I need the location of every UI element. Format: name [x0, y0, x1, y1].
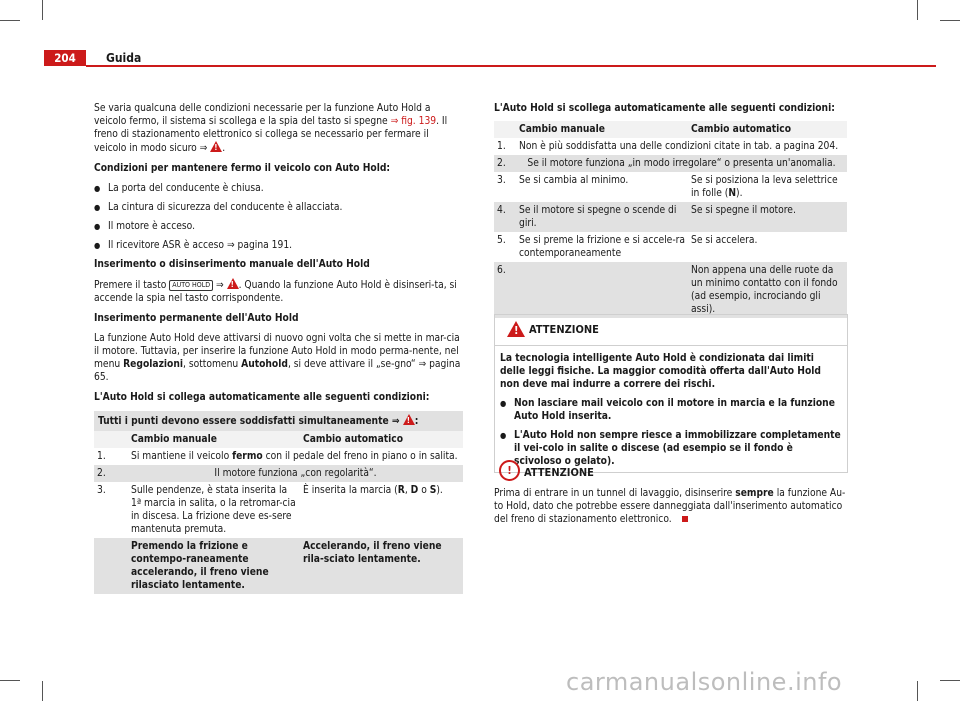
- figure-link[interactable]: ⇒ fig. 139: [390, 116, 437, 127]
- caution-title: ATTENZIONE: [524, 466, 594, 479]
- crop-mark: [42, 681, 43, 701]
- conditions-heading: Condizioni per mantenere fermo il veicolo con Auto Hold:: [94, 163, 391, 174]
- permanent-heading: Inserimento permanente dell'Auto Hold: [94, 313, 299, 324]
- table-row: 5. Se si preme la frizione e si accele-ra contemporaneamente Se si accelera.: [497, 235, 758, 259]
- condition-item: ● Il ricevitore ASR è acceso ⇒ pagina 191.: [94, 239, 463, 252]
- warning-icon: [210, 141, 222, 152]
- warning-icon: [227, 278, 239, 289]
- warning-item: ● Non lasciare mail veicolo con il motore in marcia e la funzione Auto Hold inserita.: [500, 397, 842, 423]
- manual-heading: Inserimento o disinserimento manuale dell'Auto Hold: [94, 259, 370, 270]
- table-row: 3. Se si cambia al minimo. Se si posiziona la leva selettrice in folle (N).: [497, 175, 838, 199]
- table-row: 2. Il motore funziona „con regolarità“.: [94, 465, 463, 482]
- warning-box: [494, 314, 848, 473]
- col-manual: Cambio manuale: [128, 431, 300, 448]
- left-column: [94, 102, 463, 594]
- header-rule: [86, 65, 936, 67]
- crop-mark: [940, 680, 960, 681]
- warning-item: ● L'Auto Hold non sempre riesce a immobilizzare completamente il vei-colo in salite o discese (ad esempio se il fondo è scivoloso o gelato).: [500, 429, 842, 468]
- crop-mark: [940, 20, 960, 21]
- condition-item: ● La porta del conducente è chiusa.: [94, 182, 463, 195]
- manual-paragraph: Premere il tasto AUTO HOLD ⇒ !. Quando la funzione Auto Hold è disinseri-ta, si accende la spia nel tasto corrispondente.: [94, 278, 463, 305]
- table-header-row: [94, 431, 463, 448]
- table-row: 1. Si mantiene il veicolo fermo con il pedale del freno in piano o in salita.: [97, 451, 458, 462]
- table-caption: Tutti i punti devono essere soddisfatti simultaneamente ⇒ !:: [94, 411, 463, 431]
- crop-mark: [917, 0, 918, 20]
- table-row: 3. Sulle pendenze, è stata inserita la 1ª marcia in salita, o la retromar-cia in discesa. La frizione deve es-sere mantenuta premuta. È inserita la marcia (R, D o S).: [97, 485, 443, 535]
- caution-icon: !: [499, 460, 520, 481]
- warning-title: ATTENZIONE: [529, 323, 599, 336]
- warning-icon: [507, 321, 525, 337]
- warning-icon: [403, 414, 415, 425]
- table-row: 1. Non è più soddisfatta una delle condizioni citate in tab. a pagina 204.: [497, 141, 839, 152]
- disconnect-heading: L'Auto Hold si scollega automaticamente alle seguenti condizioni:: [494, 103, 835, 114]
- watermark: carmanualsonline.info: [566, 668, 843, 696]
- condition-item: ● La cintura di sicurezza del conducente è allacciata.: [94, 201, 463, 214]
- right-column: [494, 102, 847, 318]
- condition-item: ● Il motore è acceso.: [94, 220, 463, 233]
- disconnect-table: [494, 121, 847, 318]
- connect-heading: L'Auto Hold si collega automaticamente alle seguenti condizioni:: [94, 392, 430, 403]
- crop-mark: [917, 681, 918, 701]
- crop-mark: [0, 680, 20, 681]
- intro-paragraph: Se varia qualcuna delle condizioni necessarie per la funzione Auto Hold a veicolo fermo, il sistema si scollega e la spia del tasto si spegne ⇒ fig. 139. Il freno di stazionamento elettronico si collega se necessario per fermare il veicolo in modo sicuro ⇒ !.: [94, 102, 463, 155]
- crop-mark: [0, 20, 20, 21]
- table-row: 6. Non appena una delle ruote da un minimo contatto con il fondo (ad esempio, incrociando gli assi).: [494, 262, 847, 318]
- permanent-paragraph: La funzione Auto Hold deve attivarsi di nuovo ogni volta che si mette in mar-cia il motore. Tuttavia, per inserire la funzione Auto Hold in modo perma-nente, nel menu Regolazioni, sottomenu Autohold, si deve attivare il „se-gno“ ⇒ pagina 65.: [94, 333, 461, 383]
- auto-hold-key: AUTO HOLD: [169, 280, 213, 291]
- table-row: 2. Se il motore funziona „in modo irregolare“ o presenta un'anomalia.: [494, 155, 847, 172]
- page-number: 204: [44, 50, 86, 66]
- table-header-row: Cambio manuale Cambio automatico: [494, 121, 847, 138]
- caution-paragraph: Prima di entrare in un tunnel di lavaggio, disinserire sempre la funzione Au-to Hold, dato che potrebbe essere danneggiata dall'inserimento automatico del freno di stazionamento elettronico.: [494, 488, 846, 525]
- warning-intro: La tecnologia intelligente Auto Hold è condizionata dai limiti delle leggi fisiche. La maggior comodità offerta dall'Auto Hold non deve mai indurre a correre dei rischi.: [500, 353, 821, 390]
- end-mark: [682, 516, 688, 522]
- table-row: 4. Se il motore si spegne o scende di giri. Se si spegne il motore.: [494, 202, 847, 232]
- connect-table: [94, 431, 463, 594]
- crop-mark: [42, 0, 43, 20]
- table-row: Premendo la frizione e contempo-raneamente accelerando, il freno viene rilasciato lentamente. Accelerando, il freno viene rila-sciato lentamente.: [94, 538, 463, 594]
- col-auto: Cambio automatico: [300, 431, 463, 448]
- page-title: Guida: [106, 51, 142, 65]
